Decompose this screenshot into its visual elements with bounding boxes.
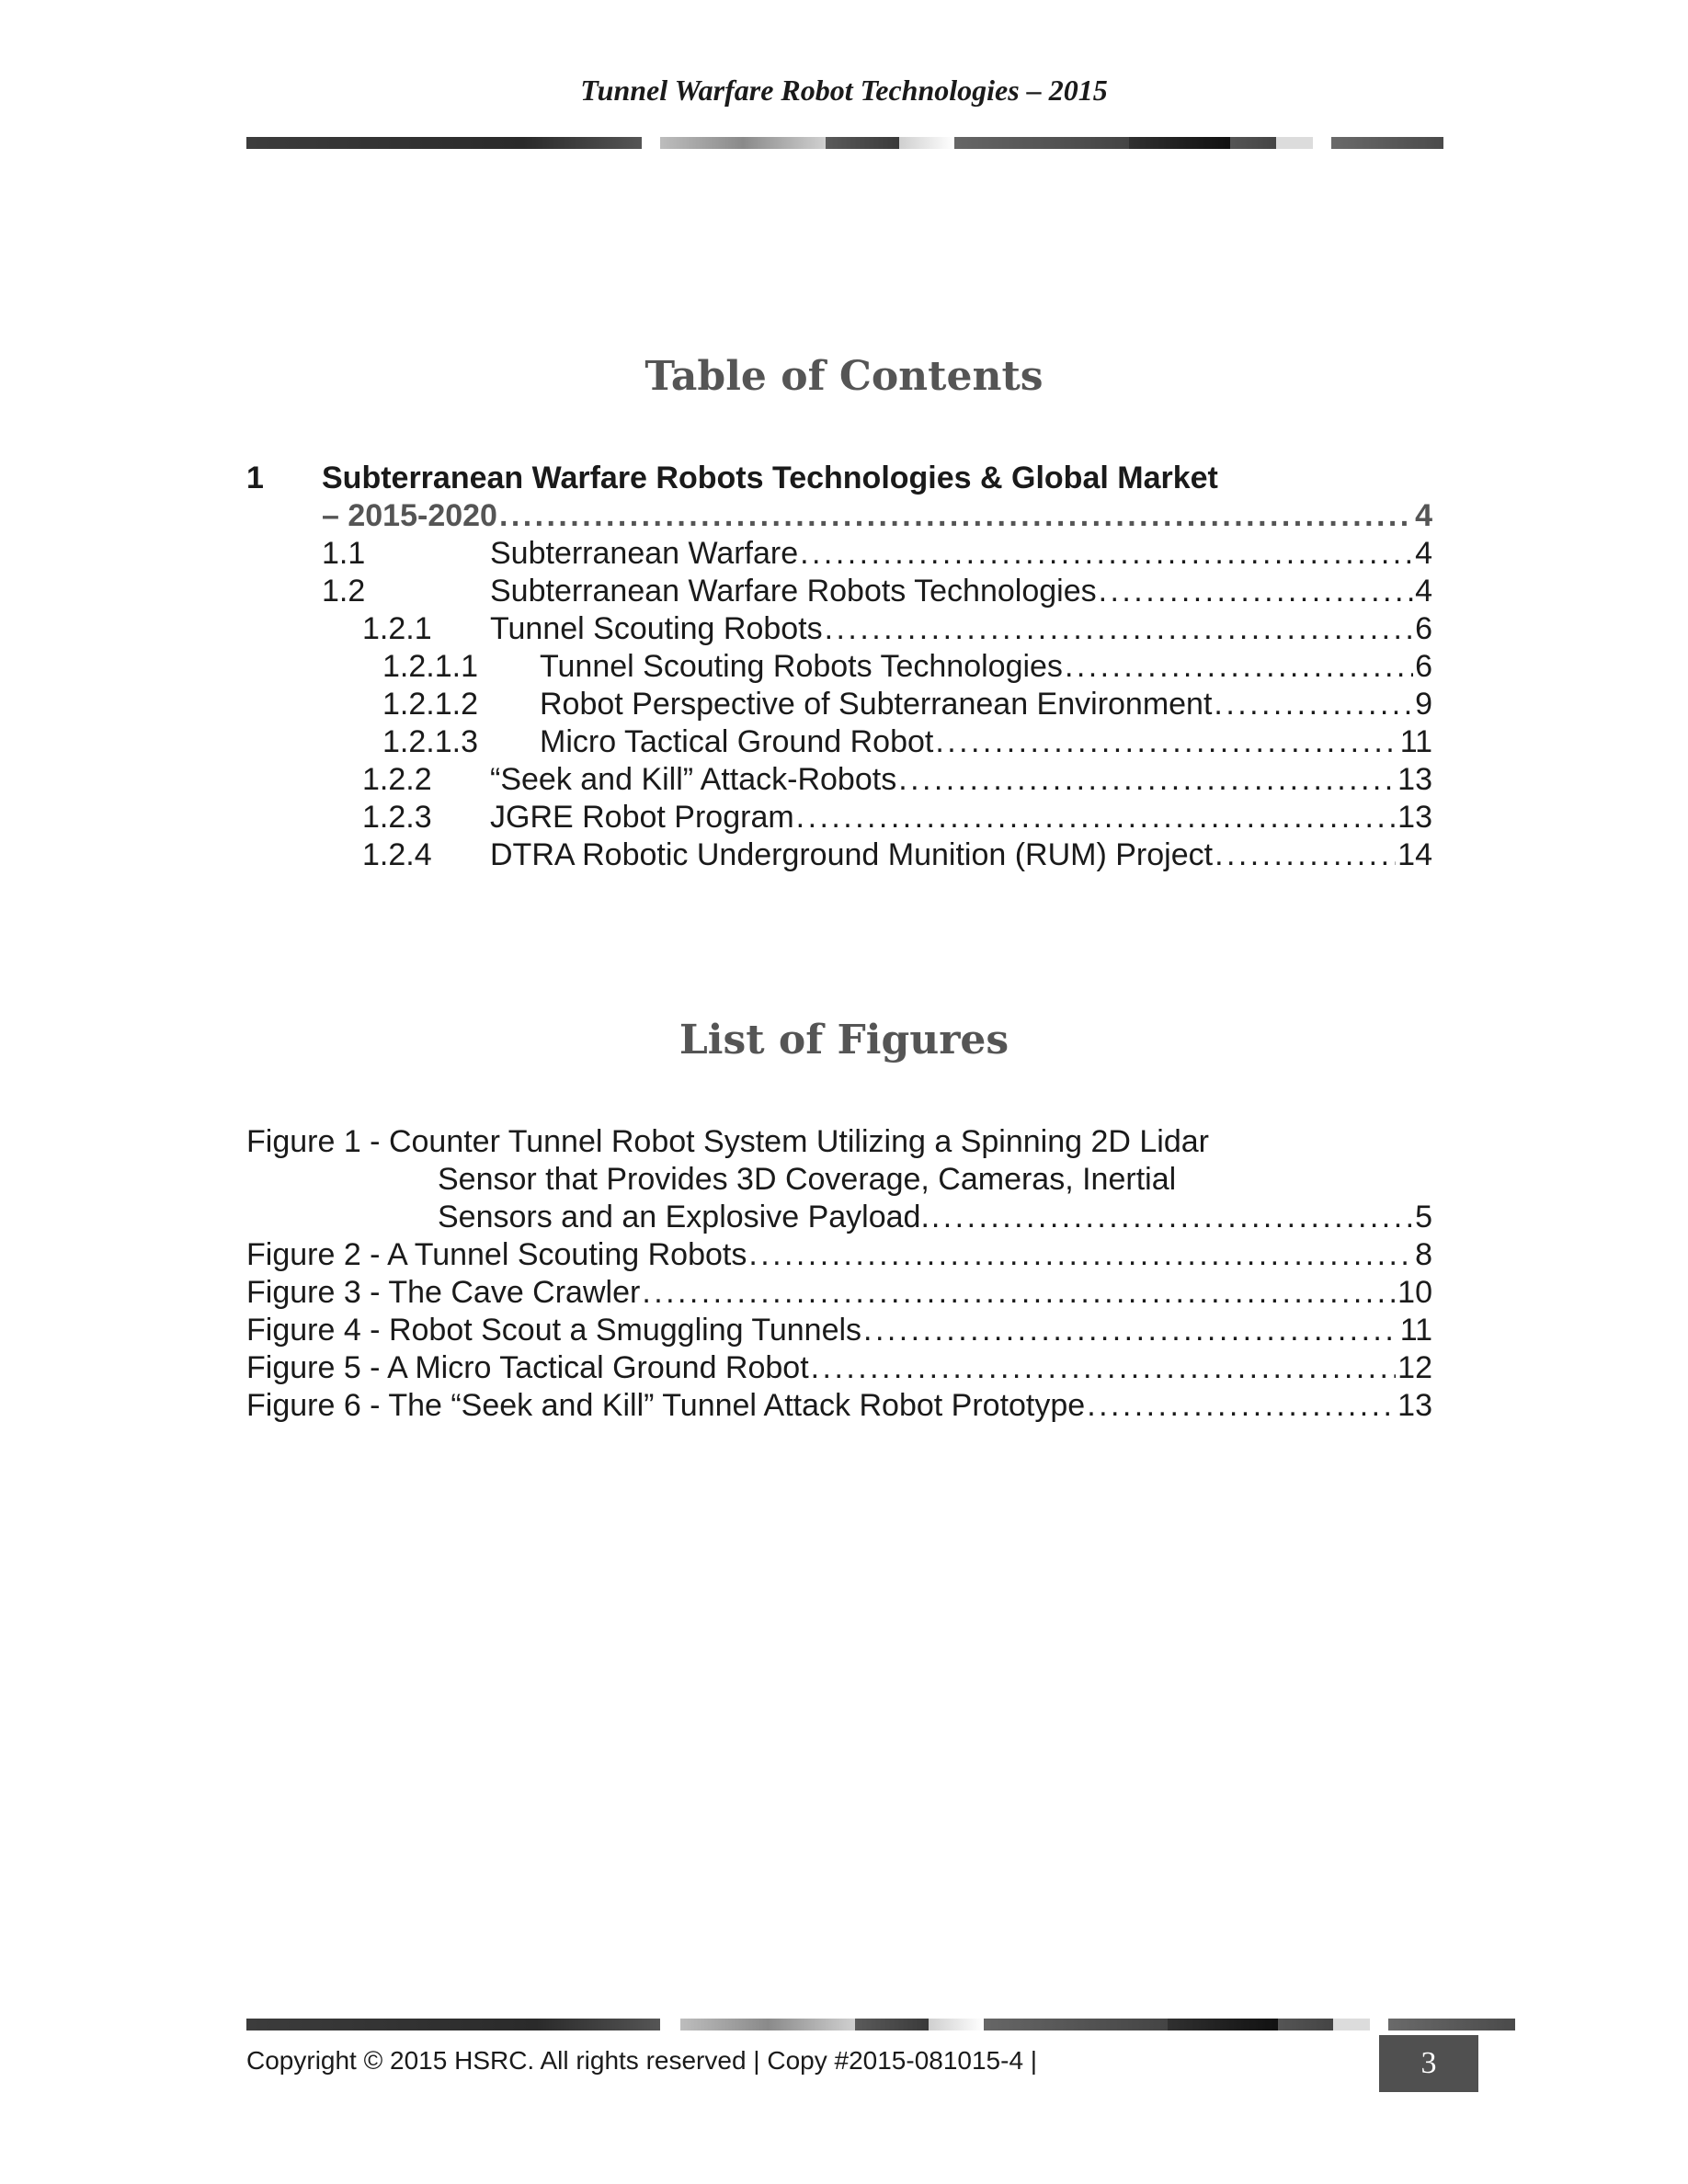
figure-entry-title: Figure 3 - The Cave Crawler [246,1275,641,1310]
toc-chapter-title[interactable]: Subterranean Warfare Robots Technologies & Global Market [322,461,1218,495]
figure-entry-page: 10 [1397,1275,1432,1310]
leader-dots [800,535,1413,572]
figure-entry-title: Figure 6 - The “Seek and Kill” Tunnel Attack Robot Prototype [246,1388,1086,1423]
toc-entry-number: 1.2.1.3 [382,724,478,759]
toc-entry-title: – 2015-2020 [322,498,497,533]
leader-dots [935,723,1397,760]
leader-dots [1087,1387,1396,1424]
figure-entry-title: Figure 5 - A Micro Tactical Ground Robot [246,1350,809,1385]
toc-entry-number: 1.2.2 [362,762,432,797]
toc-entry-number: 1.2.1 [362,611,432,646]
toc-entry-number: 1.1 [322,536,366,571]
toc-entry-title: Robot Perspective of Subterranean Environment [540,687,1213,722]
leader-dots [1214,686,1413,722]
figure-entry-page: 8 [1415,1237,1432,1272]
leader-dots [748,1236,1413,1273]
list-of-figures-heading: List of Figures [679,1017,1009,1064]
footer-decorative-bar [246,2019,1515,2030]
figure-entry-page: 13 [1397,1388,1432,1423]
toc-entry-title: Subterranean Warfare Robots Technologies [490,574,1097,609]
toc-entry-page: 14 [1397,837,1432,872]
leader-dots [642,1274,1396,1311]
toc-entry-page: 13 [1397,762,1432,797]
toc-entry-page: 4 [1415,498,1432,533]
toc-entry-title: “Seek and Kill” Attack-Robots [490,762,897,797]
figure-entry-title-continued: Sensor that Provides 3D Coverage, Cameras, Inertial [438,1162,1177,1197]
toc-entry-number: 1.2.1.1 [382,649,478,684]
leader-dots [931,1199,1413,1235]
toc-entry-page: 9 [1415,687,1432,722]
toc-entry-number: 1.2.4 [362,837,432,872]
leader-dots [898,761,1396,798]
leader-dots [1065,648,1413,685]
toc-entry-title: Subterranean Warfare [490,536,799,571]
figure-entry-page: 5 [1415,1200,1432,1234]
leader-dots [1099,573,1413,609]
running-header: Tunnel Warfare Robot Technologies – 2015 [580,74,1108,107]
figure-entry-page: 12 [1397,1350,1432,1385]
toc-entry-page: 13 [1397,800,1432,835]
toc-entry-page: 11 [1399,724,1432,759]
toc-entry-title: Micro Tactical Ground Robot [540,724,934,759]
figure-entry-page: 11 [1399,1313,1432,1348]
leader-dots [1215,836,1396,873]
header-decorative-bar [246,137,1443,149]
leader-dots [825,610,1413,647]
leader-dots [499,497,1413,534]
toc-entry-number: 1.2.1.2 [382,687,478,722]
toc-entry-number: 1.2.3 [362,800,432,835]
leader-dots [796,799,1397,836]
toc-entry-page: 4 [1415,574,1432,609]
leader-dots [863,1312,1398,1348]
figure-entry-title: Figure 4 - Robot Scout a Smuggling Tunnels [246,1313,862,1348]
figure-entry-title-continued: Sensors and an Explosive Payload. [438,1200,930,1234]
figure-entry-title[interactable]: Figure 1 - Counter Tunnel Robot System Utilizing a Spinning 2D Lidar [246,1124,1209,1159]
leader-dots [811,1349,1397,1386]
toc-entry-title: DTRA Robotic Underground Munition (RUM) Project [490,837,1214,872]
toc-entry-number: 1.2 [322,574,366,609]
page-number: 3 [1379,2035,1478,2092]
toc-entry-page: 6 [1415,649,1432,684]
toc-entry-title: JGRE Robot Program [490,800,794,835]
toc-entry-page: 4 [1415,536,1432,571]
toc-heading: Table of Contents [644,353,1044,400]
toc-entry-title: Tunnel Scouting Robots Technologies [540,649,1063,684]
figure-entry-title: Figure 2 - A Tunnel Scouting Robots [246,1237,747,1272]
footer-copyright: Copyright © 2015 HSRC. All rights reserved | Copy #2015-081015-4 | [246,2046,1038,2075]
toc-entry-title: Tunnel Scouting Robots [490,611,823,646]
toc-chapter-number: 1 [246,461,264,495]
toc-entry-page: 6 [1415,611,1432,646]
